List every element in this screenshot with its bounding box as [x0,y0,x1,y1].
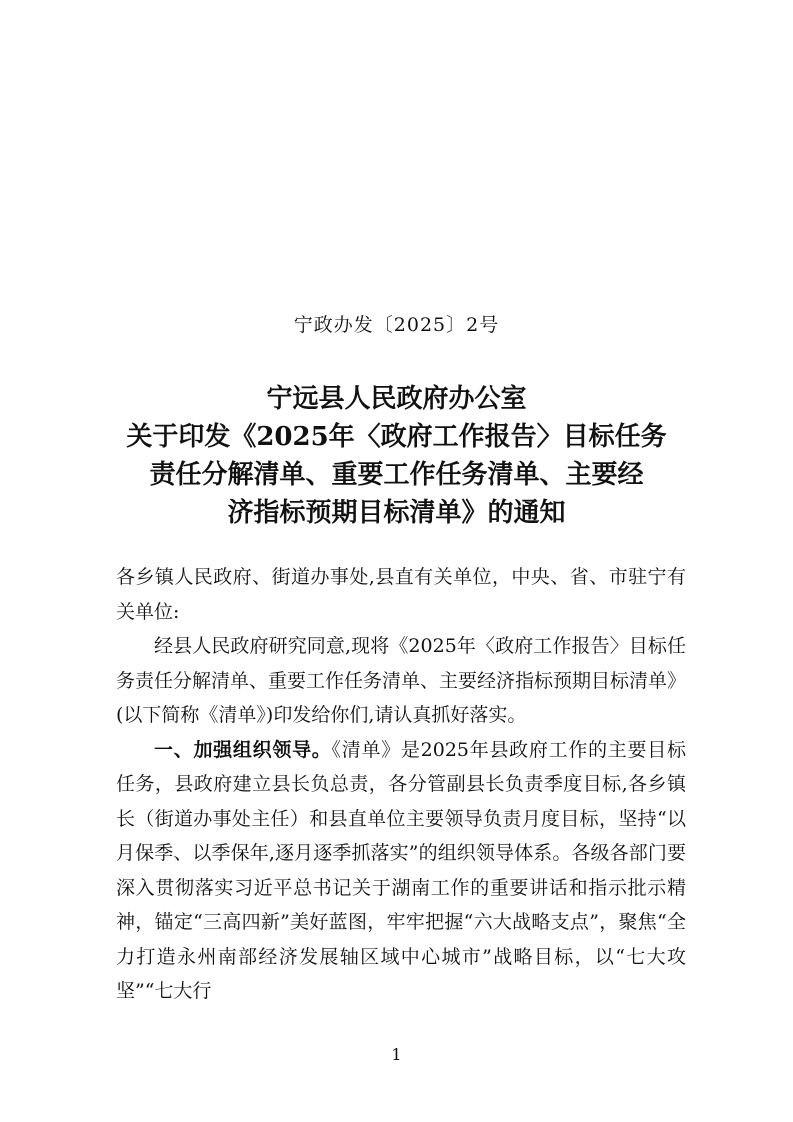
intro-paragraph: 经县人民政府研究同意,现将《2025年〈政府工作报告〉目标任务责任分解清单、重要工作任务清单、主要经济指标预期目标清单》(以下简称《清单》)印发给你们,请认真抓好落实。 [116,635,687,726]
document-body [116,560,686,1009]
document-title [100,380,693,532]
addressee-paragraph: 各乡镇人民政府、街道办事处,县直有关单位，中央、省、市驻宁有关单位: [116,566,686,623]
document-number: 宁政办发〔2025〕2号 [293,314,500,336]
section-1-text: 《清单》是2025年县政府工作的主要目标任务，县政府建立县长负总责，各分管副县长负责季度目标,各乡镇长（街道办事处主任）和县直单位主要领导负责月度目标，坚持“以月保季、以季保年,逐月逐季抓落实”的组织领导体系。各级各部门要深入贯彻落实习近平总书记关于湖南工作的重要讲话和指示批示精神，锚定“三高四新”美好蓝图，牢牢把握“六大战略支点”，聚焦“全力打造永州南部经济发展轴区域中心城市”战略目标，以“七大攻坚”“七大行 [116,738,686,1002]
title-line-2: 关于印发《2025年〈政府工作报告〉目标任务 [126,422,667,452]
title-line-4: 济指标预期目标清单》的通知 [227,498,566,528]
title-line-3: 责任分解清单、重要工作任务清单、主要经 [149,460,644,490]
section-1-heading: 一、加强组织领导。 [154,738,332,761]
title-line-1: 宁远县人民政府办公室 [266,384,527,414]
page-number: 1 [391,1045,402,1064]
section-1-paragraph [116,733,686,1009]
